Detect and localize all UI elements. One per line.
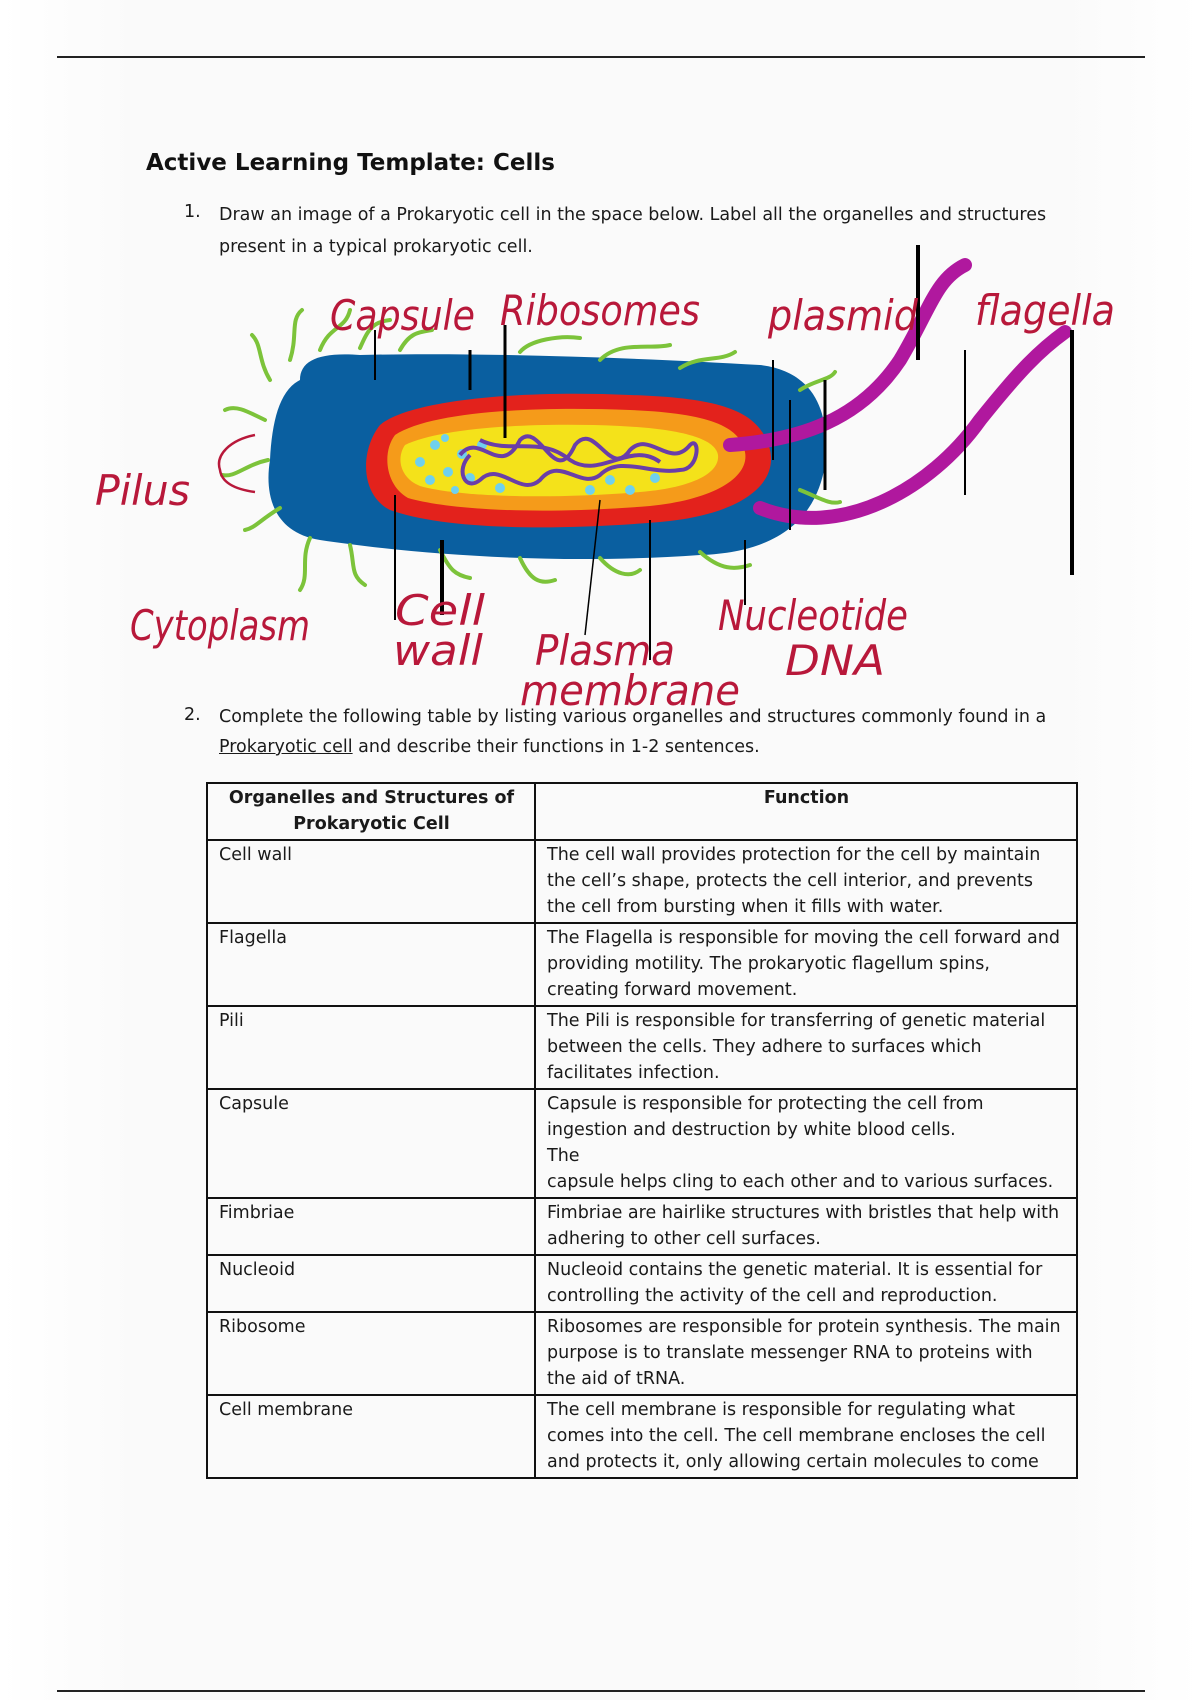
table-row <box>207 840 1077 923</box>
plasmid-label: plasmid <box>767 291 919 340</box>
nucleotide-label-line1: Nucleotide <box>718 591 908 640</box>
flagella-label: flagella <box>975 286 1115 335</box>
cell-wall-label-line1: Cell <box>395 586 486 635</box>
structure-name: Flagella <box>207 923 535 1006</box>
question-2-text-after: and describe their functions in 1-2 sentences. <box>358 737 760 757</box>
pilus-bracket <box>219 435 255 492</box>
organelles-table <box>206 782 1078 1479</box>
structure-name: Pili <box>207 1006 535 1089</box>
table-row <box>207 1089 1077 1198</box>
page-title: Active Learning Template: Cells <box>146 150 555 176</box>
structure-function: Ribosomes are responsible for protein synthesis. The main purpose is to translate messenger RNA to proteins with the aid of tRNA. <box>535 1312 1077 1395</box>
table-row <box>207 1255 1077 1312</box>
structure-name: Cell wall <box>207 840 535 923</box>
capsule-function-part2: The <box>547 1146 580 1166</box>
question-2-text <box>219 702 1079 762</box>
question-2-underlined: Prokaryotic cell <box>219 737 353 757</box>
table-row <box>207 1006 1077 1089</box>
question-2-text-before: Complete the following table by listing various organelles and structures commonly found in a <box>219 707 1047 727</box>
question-1-number: 1. <box>184 202 201 222</box>
capsule-label: Capsule <box>330 291 475 340</box>
structure-function: Nucleoid contains the genetic material. It is essential for controlling the activity of the cell and reproduction. <box>535 1255 1077 1312</box>
structure-function: Fimbriae are hairlike structures with bristles that help with adhering to other cell surfaces. <box>535 1198 1077 1255</box>
plasma-membrane-label-line2: membrane <box>520 666 740 710</box>
question-1-text: Draw an image of a Prokaryotic cell in the space below. Label all the organelles and structures present in a typical prokaryotic cell. <box>219 205 1047 257</box>
structure-function: The Flagella is responsible for moving the cell forward and providing motility. The prokaryotic flagellum spins, creating forward movement. <box>535 923 1077 1006</box>
pilus-label: Pilus <box>95 466 190 515</box>
question-2-number: 2. <box>184 705 201 725</box>
table-row <box>207 1312 1077 1395</box>
table-header-col2: Function <box>535 783 1077 840</box>
structure-name: Capsule <box>207 1089 535 1198</box>
table-row <box>207 923 1077 1006</box>
cytoplasm-label: Cytoplasm <box>130 601 310 650</box>
table-header-col1: Organelles and Structures of Prokaryotic Cell <box>207 783 535 840</box>
ribosomes-label: Ribosomes <box>500 286 700 335</box>
cell-wall-label-line2: wall <box>393 626 484 675</box>
header-rule <box>57 56 1145 58</box>
capsule-function-part1: Capsule is responsible for protecting the cell from ingestion and destruction by white blood cells. <box>547 1094 984 1140</box>
structure-name: Cell membrane <box>207 1395 535 1478</box>
structure-function: The cell wall provides protection for the cell by maintain the cell’s shape, protects the cell interior, and prevents the cell from bursting when it fills with water. <box>535 840 1077 923</box>
table-header-row <box>207 783 1077 840</box>
plasma-membrane-label-line1: Plasma <box>535 626 675 675</box>
structure-name: Ribosome <box>207 1312 535 1395</box>
capsule-function-part3: capsule helps cling to each other and to various surfaces. <box>547 1172 1054 1192</box>
structure-function: The cell membrane is responsible for regulating what comes into the cell. The cell membrane encloses the cell and protects it, only allowing certain molecules to come <box>535 1395 1077 1478</box>
table-row <box>207 1395 1077 1478</box>
structure-name: Fimbriae <box>207 1198 535 1255</box>
table-row <box>207 1198 1077 1255</box>
structure-name: Nucleoid <box>207 1255 535 1312</box>
prokaryotic-cell-drawing <box>0 240 1200 710</box>
structure-function <box>535 1089 1077 1198</box>
nucleotide-label-line2: DNA <box>785 636 885 685</box>
footer-rule <box>57 1690 1145 1692</box>
structure-function: The Pili is responsible for transferring of genetic material between the cells. They adhere to surfaces which facilitates infection. <box>535 1006 1077 1089</box>
